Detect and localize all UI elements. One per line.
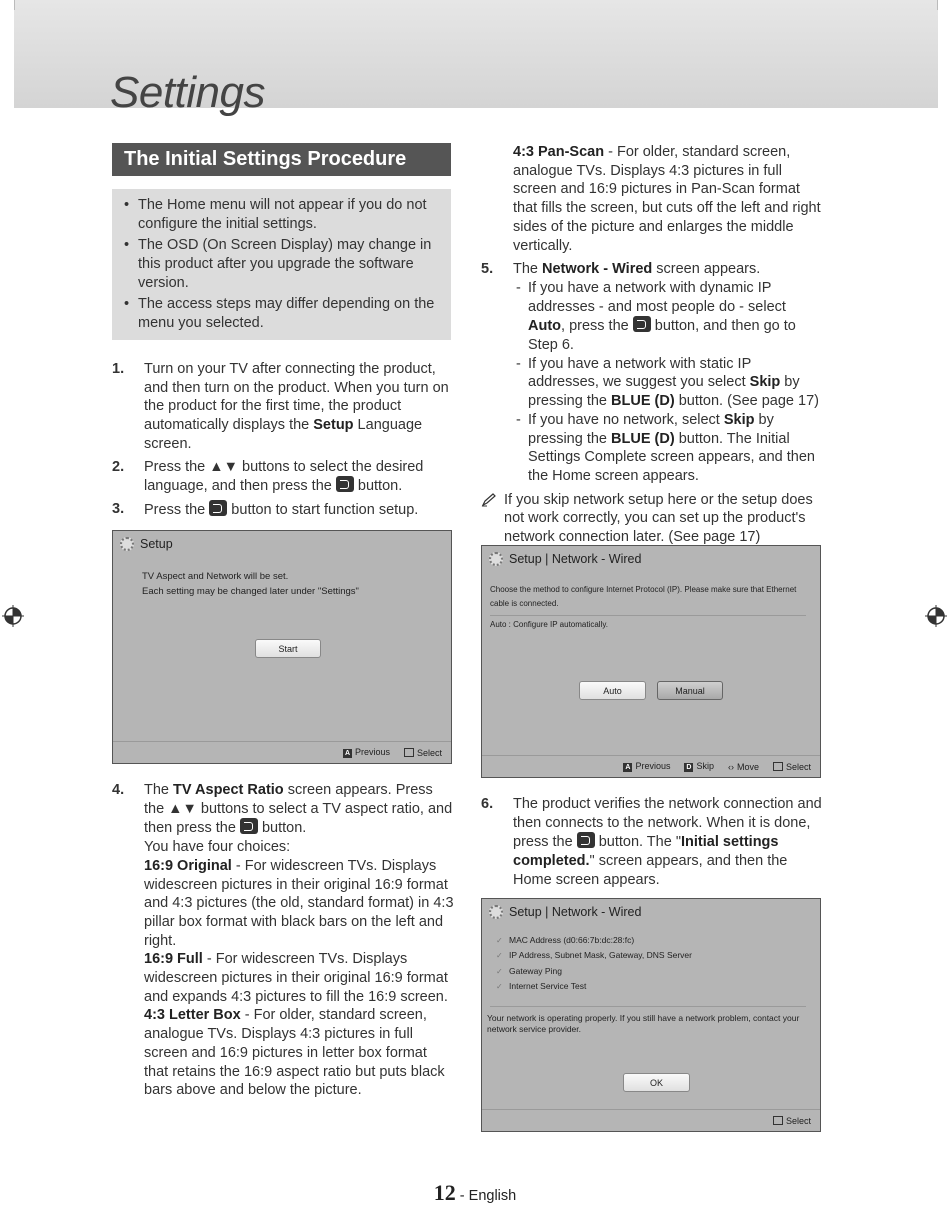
screen-title bbox=[120, 537, 173, 551]
screen-message-line: TV Aspect and Network will be set. bbox=[142, 571, 289, 582]
step-text: button to start function setup. bbox=[227, 501, 419, 518]
previous-hint bbox=[623, 761, 670, 772]
previous-label: Previous bbox=[635, 761, 671, 771]
network-check-list bbox=[496, 933, 692, 994]
note-box bbox=[112, 189, 451, 340]
step-number: 2. bbox=[112, 458, 125, 475]
move-hint bbox=[728, 762, 759, 772]
select-icon bbox=[404, 748, 414, 757]
skip-label: Skip bbox=[696, 761, 714, 771]
step-text: button. The " bbox=[594, 834, 681, 851]
screen-footer bbox=[482, 1109, 820, 1131]
step-text: button. bbox=[257, 820, 307, 837]
option-text: - For widescreen TVs. Displays widescreen pictures in their original 16:9 format and 4:3 pictures (the old, standard format) in 4:3 pillar box format with black bars on the left and right. bbox=[144, 857, 454, 949]
step-emphasis: Setup bbox=[313, 417, 354, 434]
crop-mark bbox=[14, 0, 15, 10]
option-text: - For widescreen TVs. Displays widescreen pictures in their original 16:9 format and expands 4:3 pictures to fill the 16:9 screen. bbox=[144, 951, 448, 1005]
section-heading: The Initial Settings Procedure bbox=[112, 143, 451, 176]
step-text: button. bbox=[353, 478, 403, 495]
step-6 bbox=[481, 795, 823, 890]
screen-footer bbox=[482, 755, 820, 777]
step-number: 6. bbox=[481, 796, 494, 812]
screen-footer bbox=[113, 741, 451, 763]
a-key-icon: A bbox=[625, 764, 631, 771]
enter-button-icon bbox=[336, 476, 354, 492]
choices-intro: You have four choices: bbox=[144, 839, 291, 856]
right-column-text bbox=[481, 143, 823, 547]
check-item: ✓ Gateway Ping bbox=[496, 964, 692, 979]
note-item: • The OSD (On Screen Display) may change in this product after you upgrade the software version. bbox=[122, 236, 439, 293]
manual-button[interactable]: Manual bbox=[657, 681, 723, 700]
note-item: • The Home menu will not appear if you do not configure the initial settings. bbox=[122, 196, 439, 234]
step-3 bbox=[112, 500, 454, 520]
check-item: ✓ MAC Address (d0:66:7b:dc:28:fc) bbox=[496, 933, 692, 948]
list-item: - If you have no network, select Skip by pressing the BLUE (D) button. The Initial Settings Complete screen appears, and then the Home screen appears. bbox=[513, 411, 823, 486]
option-text: - For older, standard screen, analogue TVs. Displays 4:3 pictures in full screen and 16:9 pictures in Pan-Scan format that fills the screen, but cuts off the left and right sides of the picture and enlarges the middle vertically. bbox=[513, 144, 821, 254]
page-language: - English bbox=[459, 1188, 517, 1204]
step-4 bbox=[112, 781, 454, 1100]
step-emphasis: Initial settings completed. bbox=[513, 834, 779, 870]
option-name: 16:9 Full bbox=[144, 951, 203, 968]
pencil-note-icon bbox=[481, 493, 497, 507]
page-number bbox=[0, 1180, 950, 1206]
step-text: The product verifies the network connection and then connects to the network. When it is done, press the bbox=[513, 796, 822, 851]
step-emphasis: TV Aspect Ratio bbox=[173, 782, 284, 798]
list-item: - If you have a network with dynamic IP addresses - and most people do - select Auto, press the button, and then go to Step 6. bbox=[513, 279, 823, 355]
note-item: • The access steps may differ depending on the menu you selected. bbox=[122, 295, 439, 333]
network-status-message: Your network is operating properly. If you still have a network problem, contact your network service provider. bbox=[487, 1013, 800, 1034]
start-button[interactable]: Start bbox=[255, 639, 321, 658]
option-name: 4:3 Letter Box bbox=[144, 1007, 241, 1024]
skip-hint bbox=[684, 761, 714, 772]
option-4 bbox=[481, 143, 823, 255]
select-label: Select bbox=[416, 747, 442, 758]
enter-button-icon bbox=[633, 316, 651, 332]
select-hint bbox=[404, 748, 442, 758]
select-hint bbox=[773, 762, 811, 772]
d-key-icon: D bbox=[686, 764, 692, 771]
note bbox=[481, 491, 823, 547]
option-name: 4:3 Pan-Scan bbox=[513, 144, 605, 160]
divider bbox=[490, 615, 806, 616]
screen-title bbox=[489, 552, 641, 566]
page-number-value: 12 bbox=[433, 1180, 456, 1205]
select-label: Select bbox=[785, 1115, 811, 1126]
move-arrows-icon: ‹› bbox=[727, 761, 734, 772]
screen-message-line: Each setting may be changed later under "Settings" bbox=[142, 586, 359, 597]
step-text: Press the bbox=[144, 501, 210, 518]
gear-icon bbox=[489, 905, 503, 919]
step-number: 1. bbox=[112, 361, 125, 377]
divider bbox=[490, 1006, 806, 1007]
step-text: screen appears. Press the ▲▼ buttons to select a TV aspect ratio, and then press the bbox=[144, 782, 453, 837]
enter-button-icon bbox=[577, 832, 595, 848]
step-text: " screen appears, and then the Home screen appears. bbox=[513, 853, 788, 888]
move-label: Move bbox=[736, 761, 759, 772]
step-text: Press the ▲▼ buttons to select the desired language, and then press the bbox=[144, 458, 424, 495]
check-item: ✓ Internet Service Test bbox=[496, 979, 692, 994]
setup-screen bbox=[112, 530, 452, 764]
note-text: If you skip network setup here or the setup does not work correctly, you can set up the product's network connection later. (See page 17) bbox=[504, 491, 813, 546]
step-4-block bbox=[112, 781, 454, 1104]
enter-button-icon bbox=[240, 818, 258, 834]
auto-description: Auto : Configure IP automatically. bbox=[490, 620, 608, 629]
select-label: Select bbox=[785, 761, 811, 772]
page-title: Settings bbox=[110, 68, 265, 117]
screen-description: Choose the method to configure Internet Protocol (IP). Please make sure that Ethernet cable is connected. bbox=[490, 585, 797, 608]
previous-label: Previous bbox=[354, 747, 390, 757]
step-emphasis: Network - Wired bbox=[542, 261, 653, 278]
step-number: 4. bbox=[112, 782, 125, 798]
option-text: - For older, standard screen, analogue TVs. Displays 4:3 pictures in full screen and 16:9 pictures in letter box format that retains the 16:9 aspect ratio but puts black bars above and below the picture. bbox=[144, 1007, 445, 1099]
auto-button[interactable]: Auto bbox=[579, 681, 646, 700]
step-text: Turn on your TV after connecting the product, and then turn on the product. When you turn on the product for the first time, the product automatically displays the bbox=[144, 361, 449, 434]
step-5 bbox=[481, 260, 823, 485]
gear-icon bbox=[489, 552, 503, 566]
steps-1-3 bbox=[112, 360, 454, 524]
list-item: - If you have a network with static IP addresses, we suggest you select Skip by pressing the BLUE (D) button. (See page 17) bbox=[513, 355, 823, 411]
screen-title-text: Setup bbox=[140, 537, 173, 551]
a-key-icon: A bbox=[344, 750, 350, 757]
step-number: 3. bbox=[112, 500, 125, 517]
select-hint bbox=[773, 1116, 811, 1126]
select-icon bbox=[773, 1116, 783, 1125]
step-text: Language screen. bbox=[144, 417, 423, 452]
network-status-screen bbox=[481, 898, 821, 1132]
registration-mark-icon bbox=[2, 605, 24, 627]
check-item: ✓ IP Address, Subnet Mask, Gateway, DNS Server bbox=[496, 948, 692, 963]
option-name: 16:9 Original bbox=[144, 857, 232, 874]
select-icon bbox=[773, 762, 783, 771]
screen-title-text: Setup | Network - Wired bbox=[509, 905, 642, 919]
step-number: 5. bbox=[481, 261, 494, 278]
registration-mark-icon bbox=[925, 605, 947, 627]
crop-mark bbox=[937, 0, 938, 10]
previous-hint bbox=[343, 747, 390, 758]
step-1 bbox=[112, 360, 454, 454]
step-5-options bbox=[513, 279, 823, 486]
ok-button[interactable]: OK bbox=[623, 1073, 690, 1092]
screen-message bbox=[142, 569, 359, 599]
step-2 bbox=[112, 458, 454, 496]
gear-icon bbox=[120, 537, 134, 551]
step-text: The bbox=[144, 782, 174, 798]
enter-button-icon bbox=[209, 500, 227, 516]
step-text: screen appears. bbox=[652, 261, 761, 278]
step-text: The bbox=[513, 261, 543, 278]
step-6-block bbox=[481, 795, 823, 894]
network-wired-screen bbox=[481, 545, 821, 778]
screen-title-text: Setup | Network - Wired bbox=[509, 552, 642, 566]
screen-title bbox=[489, 905, 641, 919]
